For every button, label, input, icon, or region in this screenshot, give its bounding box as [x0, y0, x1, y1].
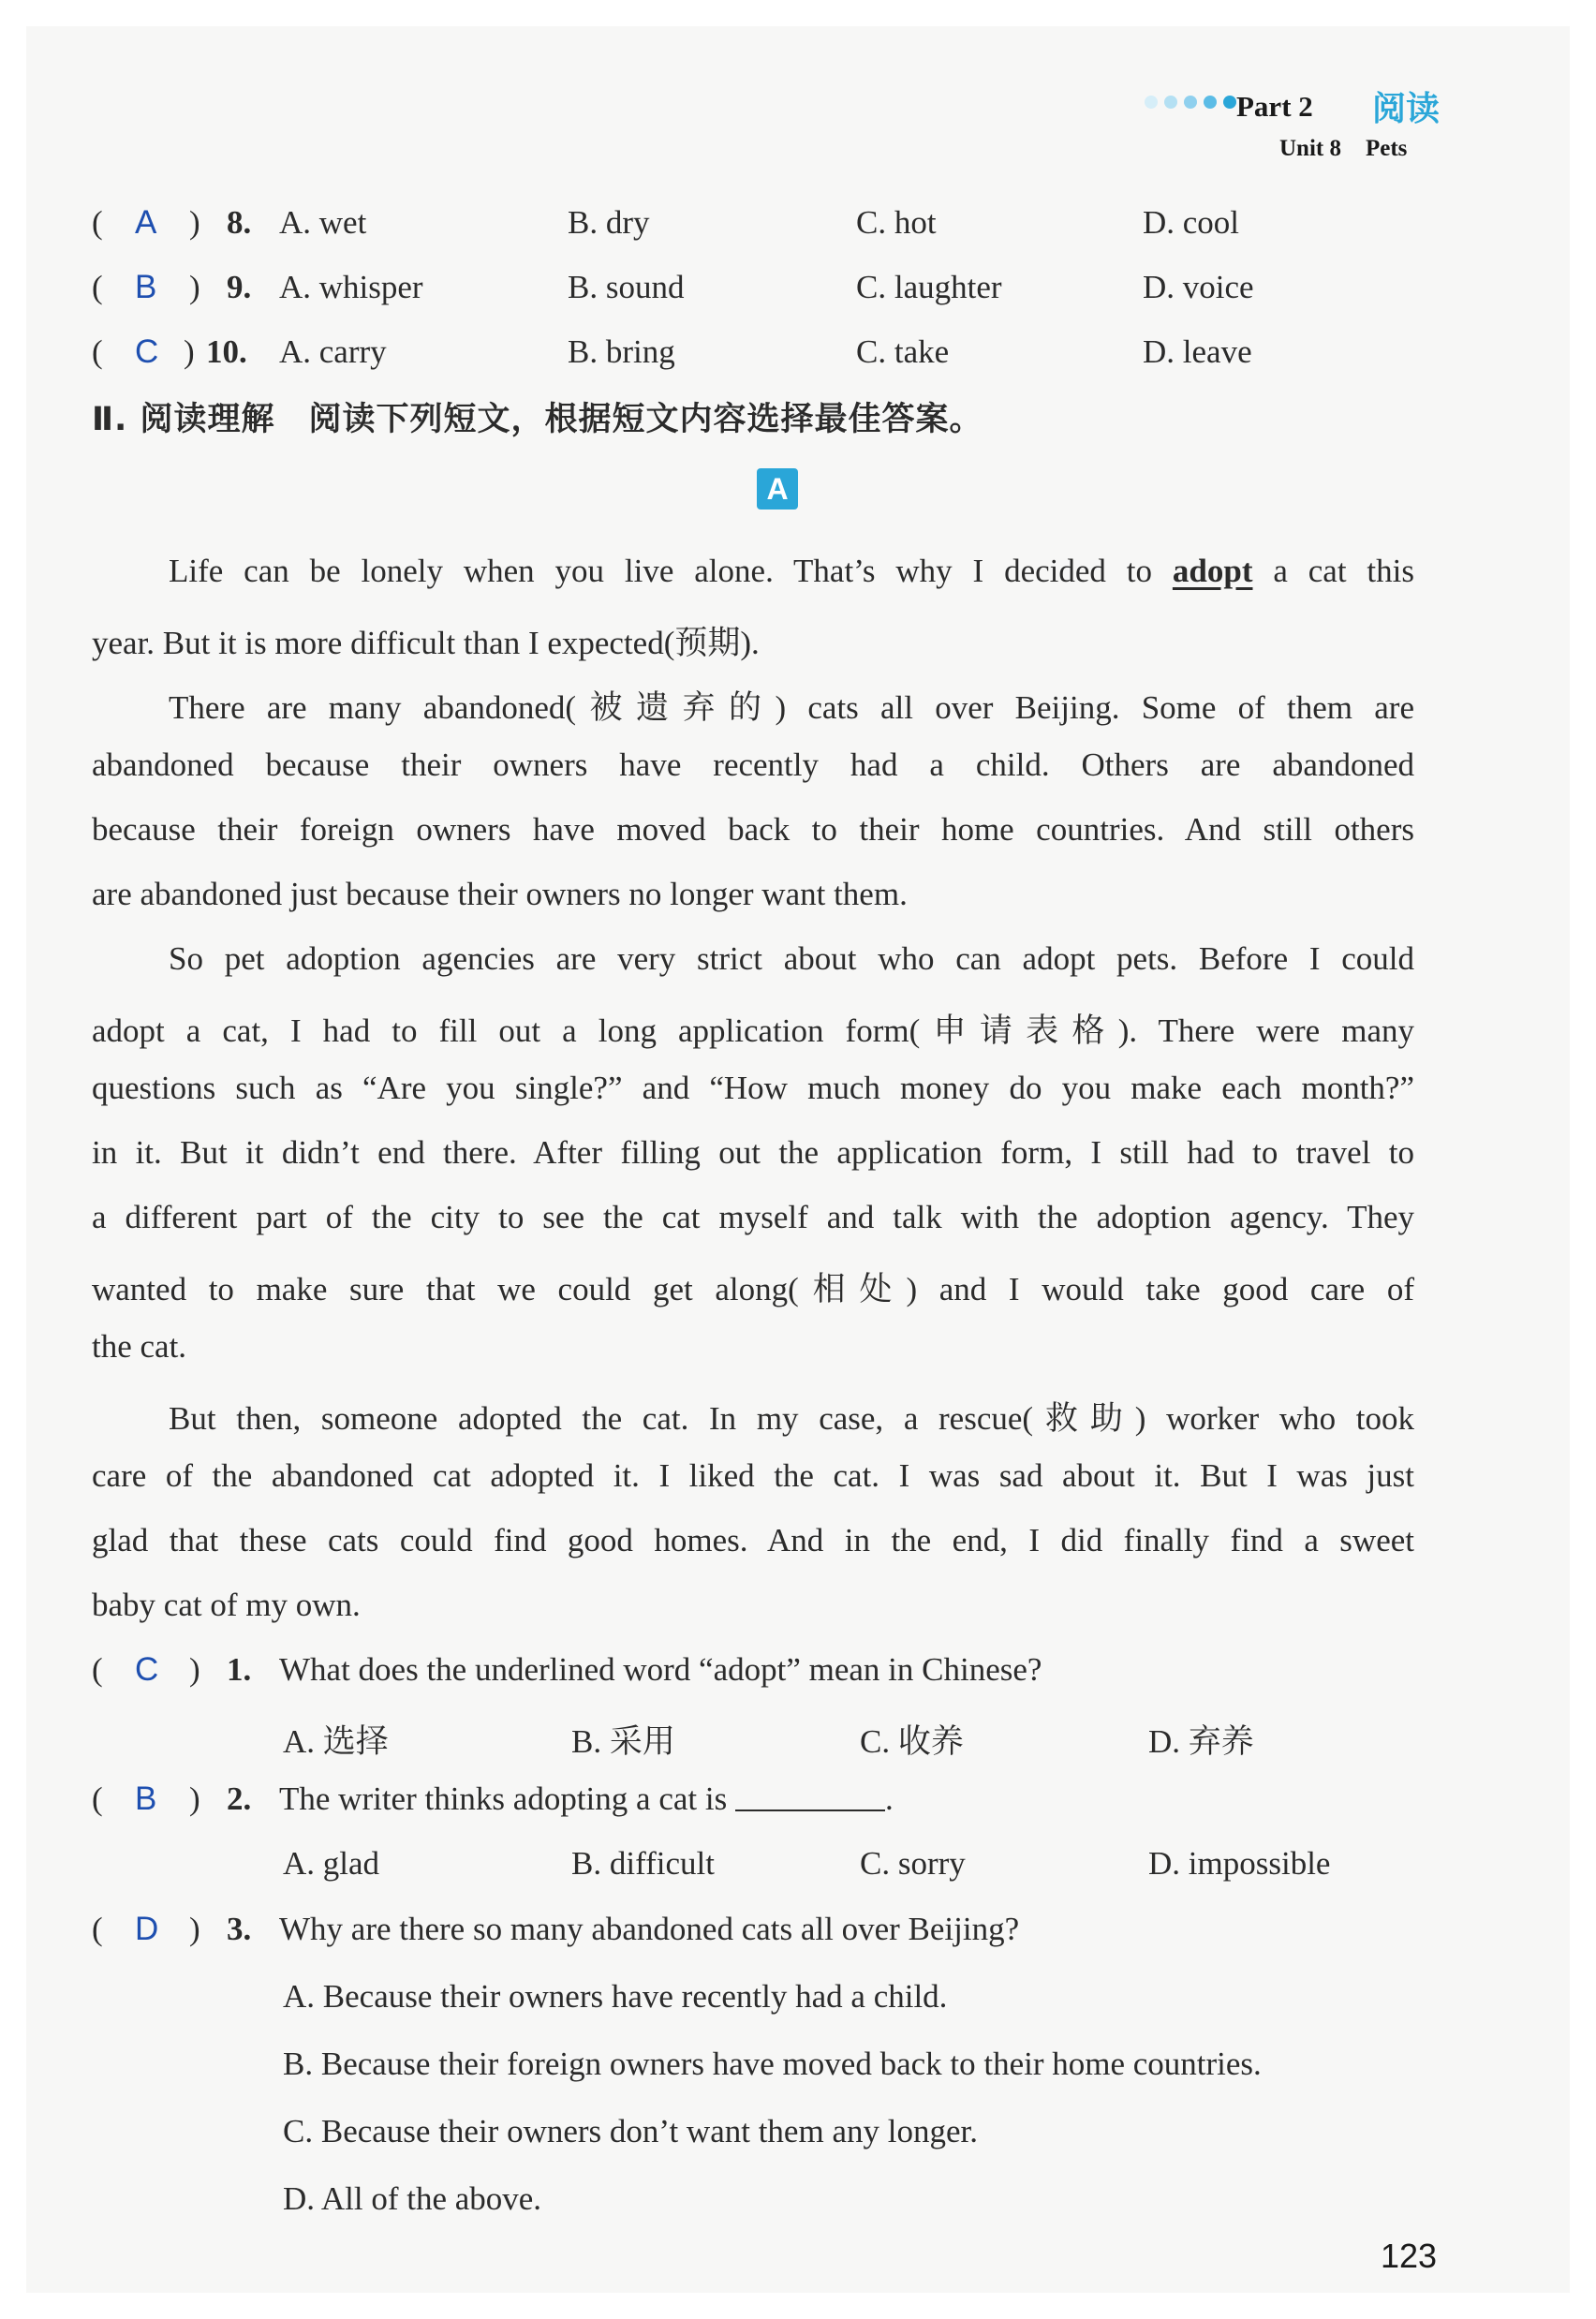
- header-part: Part 2: [1236, 90, 1313, 123]
- passage-line: So pet adoption agencies are very strict about who can adopt pets. Before I could: [169, 940, 1414, 977]
- answer-10: C: [135, 333, 159, 370]
- passage-line: care of the abandoned cat adopted it. I liked the cat. I was sad about it. But I was just: [92, 1457, 1414, 1494]
- option-c: C. hot: [856, 204, 937, 241]
- option-c: C. take: [856, 333, 950, 370]
- section-title: Ⅱ. 阅读理解 阅读下列短文，根据短文内容选择最佳答案。: [92, 401, 983, 438]
- paren-open: (: [92, 333, 103, 370]
- paren-close: ): [184, 333, 195, 370]
- option-d: D. cool: [1143, 204, 1240, 241]
- dot-2: [1164, 96, 1177, 109]
- option-b: B. 采用: [571, 1723, 675, 1760]
- option-c: C. Because their owners don’t want them any longer.: [283, 2113, 978, 2149]
- answer-3: D: [135, 1911, 159, 1947]
- question-number: 2.: [227, 1780, 252, 1817]
- paren-open: (: [92, 1911, 103, 1947]
- stem-end: .: [884, 1780, 894, 1817]
- paren-open: (: [92, 1651, 103, 1688]
- passage-line: a different part of the city to see the cat myself and talk with the adoption agency. They: [92, 1199, 1414, 1235]
- option-d: D. All of the above.: [283, 2180, 542, 2217]
- unit-label: Unit 8: [1279, 136, 1341, 161]
- paren-close: ): [189, 269, 200, 305]
- passage-line: year. But it is more difficult than I expected(预期).: [92, 625, 760, 661]
- passage-line: abandoned because their owners have recently had a child. Others are abandoned: [92, 746, 1414, 783]
- answer-8: A: [135, 204, 157, 241]
- passage-label: A: [757, 468, 798, 510]
- passage-line: There are many abandoned(被遗弃的) cats all over Beijing. Some of them are: [169, 689, 1414, 726]
- option-a: A. carry: [279, 333, 387, 370]
- option-c: C. sorry: [860, 1845, 966, 1882]
- paren-close: ): [189, 1651, 200, 1688]
- answer-blank: [735, 1781, 885, 1811]
- question-number: 8.: [227, 204, 252, 241]
- question-number: 1.: [227, 1651, 252, 1688]
- option-b: B. bring: [568, 333, 675, 370]
- paren-close: ): [189, 1911, 200, 1947]
- dot-3: [1184, 96, 1197, 109]
- underlined-word: adopt: [1172, 553, 1253, 589]
- question-stem: [279, 1780, 894, 1818]
- passage-line: are abandoned just because their owners no longer want them.: [92, 876, 908, 912]
- question-number: 3.: [227, 1911, 252, 1947]
- option-b: B. Because their foreign owners have moved back to their home countries.: [283, 2046, 1262, 2082]
- passage-line: [169, 553, 1414, 590]
- unit-topic: Pets: [1365, 136, 1408, 161]
- header-section: 阅读: [1372, 90, 1441, 128]
- paren-open: (: [92, 1780, 103, 1817]
- passage-line: glad that these cats could find good homes. And in the end, I did finally find a sweet: [92, 1522, 1414, 1558]
- option-b: B. sound: [568, 269, 685, 305]
- question-number: 9.: [227, 269, 252, 305]
- text-part: a cat this: [1273, 553, 1414, 589]
- question-stem: Why are there so many abandoned cats all over Beijing?: [279, 1911, 1020, 1947]
- paren-close: ): [189, 1780, 200, 1817]
- option-b: B. dry: [568, 204, 650, 241]
- paren-close: ): [189, 204, 200, 241]
- header-dots: [1145, 96, 1243, 113]
- passage-line: questions such as “Are you single?” and “How much money do you make each month?”: [92, 1070, 1414, 1106]
- option-d: D. voice: [1143, 269, 1254, 305]
- passage-line: baby cat of my own.: [92, 1587, 361, 1623]
- option-d: D. 弃养: [1148, 1723, 1254, 1760]
- dot-5: [1223, 96, 1236, 109]
- passage-line: the cat.: [92, 1328, 187, 1365]
- option-d: D. leave: [1143, 333, 1252, 370]
- option-d: D. impossible: [1148, 1845, 1331, 1882]
- answer-9: B: [135, 269, 157, 305]
- paren-open: (: [92, 204, 103, 241]
- passage-line: But then, someone adopted the cat. In my case, a rescue(救助) worker who took: [169, 1400, 1414, 1437]
- header-unit: [1279, 136, 1407, 162]
- passage-line: adopt a cat, I had to fill out a long application form(申请表格). There were many: [92, 1012, 1414, 1049]
- page-number: 123: [1381, 2237, 1438, 2275]
- stem-text: The writer thinks adopting a cat is: [279, 1780, 728, 1817]
- answer-2: B: [135, 1780, 157, 1817]
- dot-1: [1145, 96, 1158, 109]
- option-a: A. glad: [283, 1845, 380, 1882]
- question-number: 10.: [206, 333, 247, 370]
- passage-line: wanted to make sure that we could get along(相处) and I would take good care of: [92, 1271, 1414, 1307]
- option-a: A. wet: [279, 204, 367, 241]
- question-stem: What does the underlined word “adopt” mean in Chinese?: [279, 1651, 1042, 1688]
- paren-open: (: [92, 269, 103, 305]
- dot-4: [1204, 96, 1217, 109]
- passage-line: because their foreign owners have moved back to their home countries. And still others: [92, 811, 1414, 848]
- option-a: A. whisper: [279, 269, 423, 305]
- passage-line: in it. But it didn’t end there. After filling out the application form, I still had to travel to: [92, 1134, 1414, 1171]
- text-part: Life can be lonely when you live alone. That’s why I decided to: [169, 553, 1153, 589]
- option-a: A. 选择: [283, 1723, 389, 1760]
- answer-1: C: [135, 1651, 159, 1688]
- option-b: B. difficult: [571, 1845, 715, 1882]
- option-c: C. laughter: [856, 269, 1002, 305]
- option-a: A. Because their owners have recently had a child.: [283, 1978, 948, 2015]
- option-c: C. 收养: [860, 1723, 964, 1760]
